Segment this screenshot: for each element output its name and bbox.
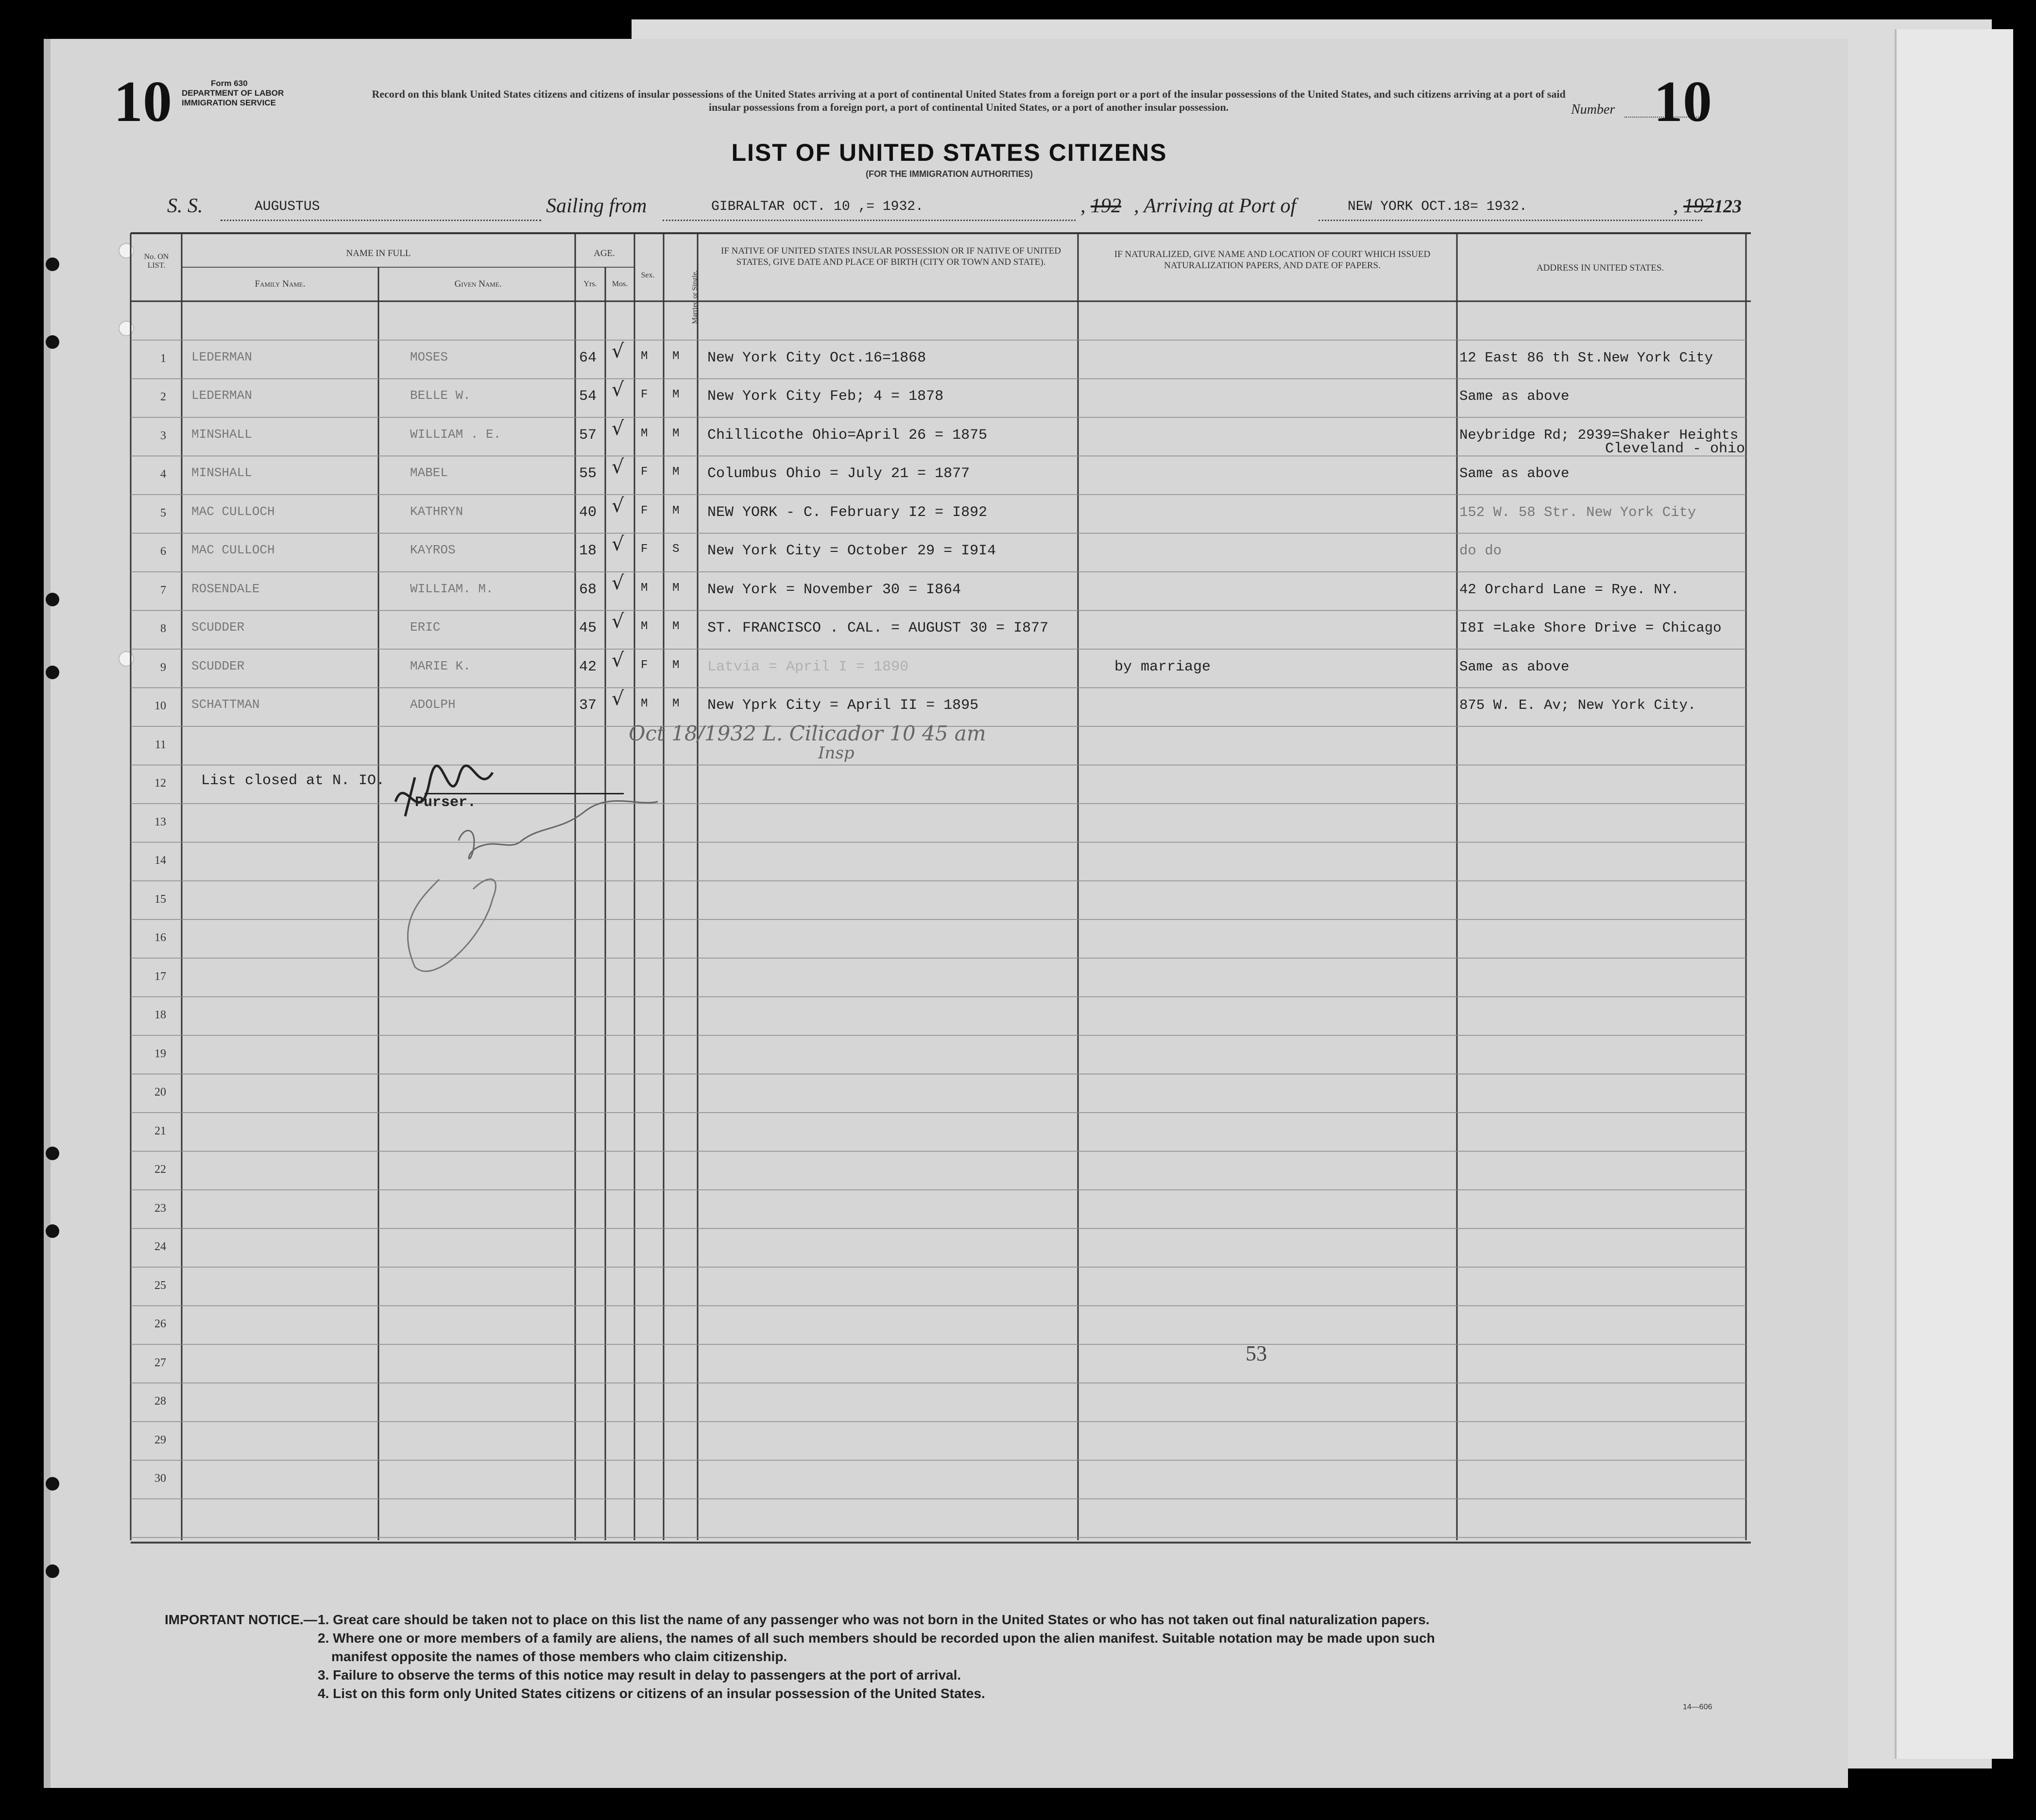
list-closed-text: List closed at N. IO. — [201, 773, 385, 789]
age-months-check: √ — [612, 610, 624, 633]
family-name: LEDERMAN — [191, 388, 252, 403]
row-number: 23 — [154, 1202, 166, 1215]
sex: M — [641, 427, 648, 440]
list-number: 10 — [1654, 69, 1712, 134]
form-number: Form 630 — [211, 79, 248, 88]
sex: F — [641, 658, 648, 672]
birth-info: New York City = October 29 = I9I4 — [707, 543, 996, 559]
col-header-family: Family Name. — [255, 279, 306, 289]
row-number: 10 — [154, 700, 166, 712]
row-number: 2 — [160, 391, 166, 403]
address: 152 W. 58 Str. New York City — [1459, 504, 1696, 520]
row-number: 3 — [160, 429, 166, 442]
sex: F — [641, 465, 648, 479]
row-number: 18 — [154, 1009, 166, 1021]
service-label: IMMIGRATION SERVICE — [182, 98, 276, 107]
inspector-note: Oct 18/1932 L. Cilicador 10 45 am — [629, 721, 986, 745]
birth-info: New York City Oct.16=1868 — [707, 349, 926, 366]
notice-item: 1. Great care should be taken not to place on this list the name of any passenger who was not born in the United States or who has not taken out final naturalization papers. — [318, 1612, 1430, 1627]
given-name: BELLE W. — [410, 388, 471, 403]
age-years: 18 — [579, 543, 597, 559]
row-number: 8 — [160, 622, 166, 635]
inspector-sub: Insp — [818, 743, 855, 763]
birth-info: Latvia = April I = 1890 — [707, 658, 909, 675]
marital-status: M — [672, 658, 680, 672]
family-name: MINSHALL — [191, 465, 252, 480]
age-years: 37 — [579, 697, 597, 714]
row-number: 19 — [154, 1047, 166, 1060]
col-header-naturalized: IF NATURALIZED, GIVE NAME AND LOCATION OF COURT WHICH ISSUED NATURALIZATION PAPERS, AND DATE OF PAPERS. — [1114, 249, 1431, 271]
age-months-check: √ — [612, 340, 624, 362]
age-months-check: √ — [612, 417, 624, 440]
marital-status: M — [672, 581, 680, 595]
age-years: 68 — [579, 581, 597, 598]
address: 875 W. E. Av; New York City. — [1459, 697, 1696, 713]
arriving-value: NEW YORK OCT.18= 1932. — [1348, 199, 1527, 214]
row-number: 7 — [160, 584, 166, 597]
row-number: 26 — [154, 1318, 166, 1330]
address: I8I =Lake Shore Drive = Chicago — [1459, 620, 1722, 636]
row-number: 5 — [160, 506, 166, 519]
col-header-given: Given Name. — [454, 279, 502, 289]
sailing-value: GIBRALTAR OCT. 10 ,= 1932. — [711, 199, 924, 214]
birth-info: Chillicothe Ohio=April 26 = 1875 — [707, 427, 988, 444]
address: do do — [1459, 543, 1502, 559]
age-years: 64 — [579, 349, 597, 366]
notice-item: 3. Failure to observe the terms of this notice may result in delay to passengers at the port of arrival. — [318, 1667, 961, 1683]
row-number: 9 — [160, 661, 166, 674]
col-header-no: No. ON LIST. — [144, 253, 169, 270]
notice-items — [318, 1611, 1824, 1703]
age-months-check: √ — [612, 687, 624, 710]
row-number: 13 — [154, 815, 166, 828]
col-header-address: ADDRESS IN UNITED STATES. — [1536, 263, 1664, 273]
sex: F — [641, 504, 648, 517]
arriving-label: , Arriving at Port of — [1134, 195, 1297, 217]
age-years: 54 — [579, 388, 597, 405]
ss-label: S. S. — [167, 195, 203, 217]
age-months-check: √ — [612, 571, 624, 594]
manifest-page — [44, 39, 1848, 1788]
notice-item: manifest opposite the names of those members who claim citizenship. — [331, 1649, 787, 1664]
marital-status: M — [672, 427, 680, 440]
sex: F — [641, 388, 648, 401]
address: Neybridge Rd; 2939=Shaker Heights — [1459, 427, 1739, 443]
sailing-year: , 192 — [1080, 195, 1121, 217]
family-name: LEDERMAN — [191, 349, 252, 364]
given-name: WILLIAM . E. — [410, 427, 501, 442]
birth-info: ST. FRANCISCO . CAL. = AUGUST 30 = I877 — [707, 620, 1049, 636]
notice-heading: IMPORTANT NOTICE.— — [165, 1612, 317, 1627]
manifest-grid — [51, 39, 1848, 1788]
corner-number: 10 — [114, 69, 172, 134]
given-name: KAYROS — [410, 543, 456, 557]
naturalization-info: by marriage — [1114, 658, 1211, 675]
marital-status: M — [672, 465, 680, 479]
row-number: 22 — [154, 1163, 166, 1176]
notice-item: 2. Where one or more members of a family are aliens, the names of all such members should be recorded upon the alien manifest. Suitable notation may be made upon such — [318, 1631, 1435, 1646]
family-name: SCUDDER — [191, 620, 245, 635]
given-name: ERIC — [410, 620, 441, 635]
age-months-check: √ — [612, 533, 624, 555]
age-months-check: √ — [612, 494, 624, 517]
ship-name: AUGUSTUS — [255, 199, 320, 214]
row-number: 29 — [154, 1433, 166, 1446]
sex: M — [641, 581, 648, 595]
row-number: 27 — [154, 1356, 166, 1369]
col-header-married: Married or Single. — [691, 270, 699, 324]
sex: F — [641, 543, 648, 556]
address: Same as above — [1459, 388, 1570, 404]
age-years: 55 — [579, 465, 597, 482]
family-name: MINSHALL — [191, 427, 252, 442]
address: 12 East 86 th St.New York City — [1459, 349, 1713, 366]
form-code: 14—606 — [1683, 1703, 1712, 1711]
marital-status: M — [672, 349, 680, 363]
age-months-check: √ — [612, 649, 624, 671]
col-header-native: IF NATIVE OF UNITED STATES INSULAR POSSESSION OR IF NATIVE OF UNITED STATES, GIVE DATE AND PLACE OF BIRTH (CITY OR TOWN AND STATE). — [721, 246, 1061, 267]
row-number: 17 — [154, 970, 166, 983]
address: Same as above — [1459, 465, 1570, 481]
marital-status: S — [672, 543, 680, 556]
row-number: 4 — [160, 468, 166, 481]
handwritten-signatures — [366, 753, 706, 991]
given-name: MARIE K. — [410, 658, 471, 673]
sex: M — [641, 697, 648, 710]
col-header-yrs: Yrs. — [583, 280, 597, 288]
arriving-year-value: 192 — [1683, 195, 1714, 217]
family-name: SCUDDER — [191, 658, 245, 673]
row-number: 1 — [160, 352, 166, 365]
birth-info: Columbus Ohio = July 21 = 1877 — [707, 465, 970, 482]
row-number: 30 — [154, 1472, 166, 1485]
page-subtitle: (FOR THE IMMIGRATION AUTHORITIES) — [866, 169, 1033, 179]
row-number: 14 — [154, 854, 166, 867]
department-label: DEPARTMENT OF LABOR — [182, 88, 284, 98]
row-number: 11 — [154, 738, 166, 751]
sex: M — [641, 349, 648, 363]
age-months-check: √ — [612, 456, 624, 478]
col-header-age: AGE. — [594, 248, 615, 258]
birth-info: NEW YORK - C. February I2 = I892 — [707, 504, 988, 521]
given-name: ADOLPH — [410, 697, 456, 712]
row-number: 28 — [154, 1395, 166, 1408]
row-number: 21 — [154, 1124, 166, 1137]
page-title: LIST OF UNITED STATES CITIZENS — [731, 139, 1167, 166]
age-years: 40 — [579, 504, 597, 521]
row-number: 15 — [154, 893, 166, 906]
age-years: 45 — [579, 620, 597, 636]
address: Same as above — [1459, 658, 1570, 675]
given-name: MOSES — [410, 349, 448, 364]
marital-status: M — [672, 504, 680, 517]
arriving-year: , 192123 — [1673, 195, 1742, 217]
number-label: Number — [1571, 102, 1615, 117]
sailing-year-value: 192 — [1091, 195, 1121, 217]
notice-item: 4. List on this form only United States citizens or citizens of an insular possession of the United States. — [318, 1686, 985, 1701]
birth-info: New York = November 30 = I864 — [707, 581, 961, 598]
row-number: 16 — [154, 931, 166, 944]
row-number: 24 — [154, 1240, 166, 1253]
purser-label: Purser. — [415, 794, 477, 811]
given-name: MABEL — [410, 465, 448, 480]
marital-status: M — [672, 697, 680, 710]
age-months-check: √ — [612, 378, 624, 401]
birth-info: New Yprk City = April II = 1895 — [707, 697, 979, 714]
arriving-year-suffix: 123 — [1714, 196, 1742, 217]
row-number: 25 — [154, 1279, 166, 1292]
family-name: MAC CULLOCH — [191, 504, 275, 519]
sex: M — [641, 620, 648, 633]
back-sheet-edge — [1895, 29, 2013, 1759]
family-name: ROSENDALE — [191, 581, 260, 596]
row-number: 20 — [154, 1086, 166, 1099]
address-line-2: Cleveland - ohio — [1605, 440, 1745, 457]
age-years: 57 — [579, 427, 597, 444]
col-header-sex: Sex. — [641, 271, 655, 279]
address: 42 Orchard Lane = Rye. NY. — [1459, 581, 1679, 598]
row-number: 12 — [154, 777, 166, 790]
important-notice — [165, 1611, 317, 1629]
marital-status: M — [672, 620, 680, 633]
birth-info: New York City Feb; 4 = 1878 — [707, 388, 944, 405]
marital-status: M — [672, 388, 680, 401]
family-name: SCHATTMAN — [191, 697, 260, 712]
col-header-mos: Mos. — [612, 280, 628, 288]
intro-text: Record on this blank United States citizens and citizens of insular possessions of the United States arriving at a port of continental United States from a foreign port or a port of the insular possessions of the United States, and such citizens arriving at a port of said insular possessions from a foreign port, a port of continental United States, or a port of another insular possession. — [372, 88, 1566, 113]
page-mark: 53 — [1246, 1341, 1267, 1365]
family-name: MAC CULLOCH — [191, 543, 275, 557]
given-name: KATHRYN — [410, 504, 463, 519]
given-name: WILLIAM. M. — [410, 581, 494, 596]
age-years: 42 — [579, 658, 597, 675]
sailing-label: Sailing from — [546, 195, 647, 217]
row-number: 6 — [160, 545, 166, 558]
col-header-name: NAME IN FULL — [346, 248, 411, 258]
